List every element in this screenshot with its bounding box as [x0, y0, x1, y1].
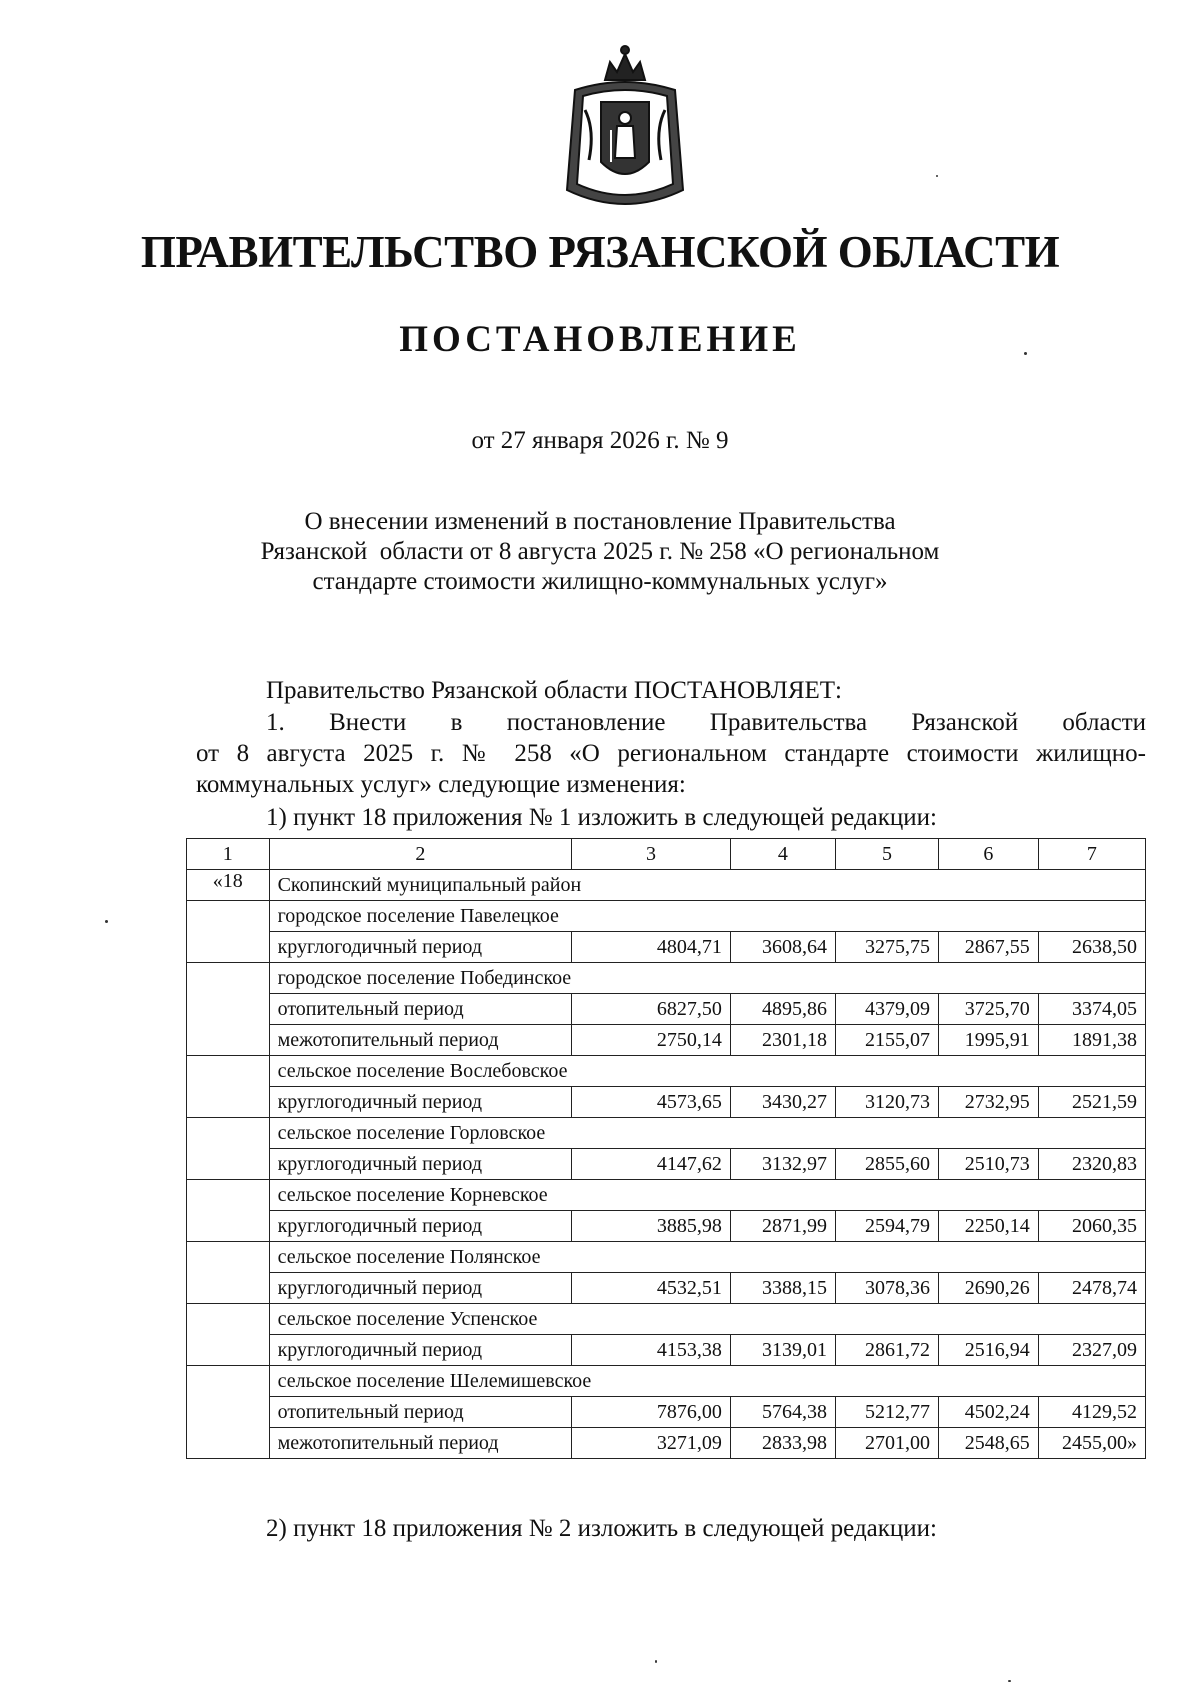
- settlement-name-cell: сельское поселение Корневское: [269, 1180, 1145, 1211]
- settlement-name-cell: сельское поселение Вослебовское: [269, 1056, 1145, 1087]
- value-cell: 4147,62: [572, 1149, 731, 1180]
- period-cell: круглогодичный период: [269, 1149, 572, 1180]
- district-row: [187, 870, 1146, 901]
- scan-speck: [1008, 1680, 1011, 1682]
- period-cell: круглогодичный период: [269, 932, 572, 963]
- blank-cell: [187, 1056, 270, 1118]
- value-cell: 2732,95: [938, 1087, 1038, 1118]
- settlement-name-cell: городское поселение Побединское: [269, 963, 1145, 994]
- value-cell: 4804,71: [572, 932, 731, 963]
- settlement-row: [187, 963, 1146, 994]
- table-row: [187, 1087, 1146, 1118]
- value-cell: 2155,07: [835, 1025, 938, 1056]
- value-cell: 3078,36: [835, 1273, 938, 1304]
- column-header: 6: [938, 839, 1038, 870]
- value-cell: 3608,64: [730, 932, 835, 963]
- value-cell: 2690,26: [938, 1273, 1038, 1304]
- value-cell: 2548,65: [938, 1428, 1038, 1459]
- settlement-name-cell: сельское поселение Полянское: [269, 1242, 1145, 1273]
- blank-cell: [187, 1366, 270, 1459]
- period-cell: отопительный период: [269, 1397, 572, 1428]
- settlement-name-cell: городское поселение Павелецкое: [269, 901, 1145, 932]
- value-cell: 2250,14: [938, 1211, 1038, 1242]
- value-cell: 4532,51: [572, 1273, 731, 1304]
- value-cell: 2301,18: [730, 1025, 835, 1056]
- value-cell: 3725,70: [938, 994, 1038, 1025]
- government-title: ПРАВИТЕЛЬСТВО РЯЗАНСКОЙ ОБЛАСТИ: [140, 227, 1060, 277]
- column-header: 7: [1038, 839, 1145, 870]
- paragraph-line: от 8 августа 2025 г. № 258 «О региональном стандарте стоимости жилищно-: [196, 740, 1146, 767]
- value-cell: 3374,05: [1038, 994, 1145, 1025]
- settlement-row: [187, 1304, 1146, 1335]
- scan-speck: [655, 1660, 657, 1663]
- settlement-row: [187, 1242, 1146, 1273]
- blank-cell: [187, 901, 270, 963]
- value-cell: 2516,94: [938, 1335, 1038, 1366]
- subject-line: Рязанской области от 8 августа 2025 г. № 258 «О региональном: [260, 538, 940, 565]
- value-cell: 7876,00: [572, 1397, 731, 1428]
- value-cell: 3271,09: [572, 1428, 731, 1459]
- settlement-row: [187, 1056, 1146, 1087]
- period-cell: межотопительный период: [269, 1025, 572, 1056]
- paragraph-line: 1. Внести в постановление Правительства Рязанской области: [266, 709, 1146, 736]
- value-cell: 4573,65: [572, 1087, 731, 1118]
- value-cell: 4379,09: [835, 994, 938, 1025]
- column-header: 4: [730, 839, 835, 870]
- period-cell: круглогодичный период: [269, 1087, 572, 1118]
- value-cell: 3132,97: [730, 1149, 835, 1180]
- period-cell: круглогодичный период: [269, 1273, 572, 1304]
- value-cell: 4153,38: [572, 1335, 731, 1366]
- value-cell: 2867,55: [938, 932, 1038, 963]
- period-cell: межотопительный период: [269, 1428, 572, 1459]
- table-row: [187, 1397, 1146, 1428]
- value-cell: 4895,86: [730, 994, 835, 1025]
- blank-cell: [187, 1242, 270, 1304]
- column-header: 2: [269, 839, 572, 870]
- value-cell: 3275,75: [835, 932, 938, 963]
- scan-speck: [936, 175, 938, 177]
- value-cell: 2455,00»: [1038, 1428, 1145, 1459]
- value-cell: 3430,27: [730, 1087, 835, 1118]
- column-header: 3: [572, 839, 731, 870]
- document-type: ПОСТАНОВЛЕНИЕ: [399, 319, 801, 360]
- period-cell: круглогодичный период: [269, 1211, 572, 1242]
- value-cell: 2855,60: [835, 1149, 938, 1180]
- value-cell: 2478,74: [1038, 1273, 1145, 1304]
- period-cell: отопительный период: [269, 994, 572, 1025]
- value-cell: 5212,77: [835, 1397, 938, 1428]
- subject-line: стандарте стоимости жилищно-коммунальных услуг»: [312, 568, 888, 595]
- table-row: [187, 994, 1146, 1025]
- item-number-cell: «18: [187, 870, 270, 901]
- table-row: [187, 1025, 1146, 1056]
- coat-of-arms-emblem: [555, 40, 695, 218]
- blank-cell: [187, 1304, 270, 1366]
- settlement-name-cell: сельское поселение Шелемишевское: [269, 1366, 1145, 1397]
- value-cell: 2701,00: [835, 1428, 938, 1459]
- table-row: [187, 1149, 1146, 1180]
- decree-statement: Правительство Рязанской области ПОСТАНОВЛЯЕТ:: [266, 677, 842, 704]
- value-cell: 2871,99: [730, 1211, 835, 1242]
- tariff-table: [186, 838, 1146, 1459]
- value-cell: 2327,09: [1038, 1335, 1145, 1366]
- value-cell: 4129,52: [1038, 1397, 1145, 1428]
- value-cell: 2060,35: [1038, 1211, 1145, 1242]
- scan-speck: [1024, 352, 1027, 355]
- value-cell: 1891,38: [1038, 1025, 1145, 1056]
- value-cell: 2638,50: [1038, 932, 1145, 963]
- column-header: 1: [187, 839, 270, 870]
- table-row: [187, 1211, 1146, 1242]
- document-date-number: от 27 января 2026 г. № 9: [471, 427, 729, 454]
- table-row: [187, 1273, 1146, 1304]
- period-cell: круглогодичный период: [269, 1335, 572, 1366]
- value-cell: 2510,73: [938, 1149, 1038, 1180]
- blank-cell: [187, 963, 270, 1056]
- value-cell: 3120,73: [835, 1087, 938, 1118]
- value-cell: 2320,83: [1038, 1149, 1145, 1180]
- value-cell: 2861,72: [835, 1335, 938, 1366]
- table-row: [187, 932, 1146, 963]
- value-cell: 1995,91: [938, 1025, 1038, 1056]
- scan-speck: [105, 920, 108, 923]
- table-header-row: [187, 839, 1146, 870]
- item-1-paragraph: [196, 707, 1146, 800]
- district-name-cell: Скопинский муниципальный район: [269, 870, 1145, 901]
- settlement-row: [187, 901, 1146, 932]
- paragraph-line: коммунальных услуг» следующие изменения:: [196, 771, 686, 798]
- subitem-1: 1) пункт 18 приложения № 1 изложить в следующей редакции:: [266, 804, 937, 831]
- value-cell: 3885,98: [572, 1211, 731, 1242]
- subject-line: О внесении изменений в постановление Правительства: [304, 508, 896, 535]
- value-cell: 3388,15: [730, 1273, 835, 1304]
- document-subject: [240, 507, 960, 597]
- settlement-row: [187, 1118, 1146, 1149]
- value-cell: 2833,98: [730, 1428, 835, 1459]
- settlement-row: [187, 1366, 1146, 1397]
- settlement-name-cell: сельское поселение Успенское: [269, 1304, 1145, 1335]
- blank-cell: [187, 1118, 270, 1180]
- value-cell: 2594,79: [835, 1211, 938, 1242]
- table-row: [187, 1428, 1146, 1459]
- settlement-name-cell: сельское поселение Горловское: [269, 1118, 1145, 1149]
- subitem-2: 2) пункт 18 приложения № 2 изложить в следующей редакции:: [266, 1515, 937, 1542]
- value-cell: 2521,59: [1038, 1087, 1145, 1118]
- settlement-row: [187, 1180, 1146, 1211]
- value-cell: 3139,01: [730, 1335, 835, 1366]
- value-cell: 4502,24: [938, 1397, 1038, 1428]
- value-cell: 2750,14: [572, 1025, 731, 1056]
- value-cell: 5764,38: [730, 1397, 835, 1428]
- table-row: [187, 1335, 1146, 1366]
- value-cell: 6827,50: [572, 994, 731, 1025]
- blank-cell: [187, 1180, 270, 1242]
- column-header: 5: [835, 839, 938, 870]
